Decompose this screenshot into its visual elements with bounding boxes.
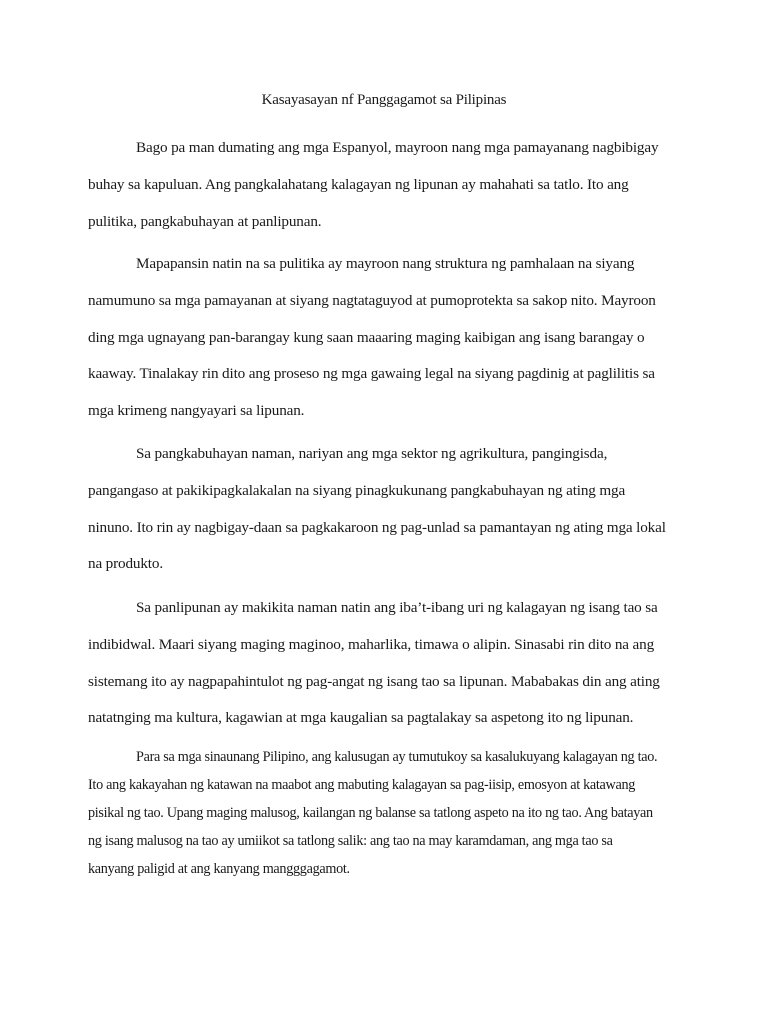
paragraph-line: Mapapansin natin na sa pulitika ay mayroon nang struktura ng pamhalaan na siyang xyxy=(136,255,635,272)
paragraph-line: Ito ang kakayahan ng katawan na maabot ang mabuting kalagayan sa pag-iisip, emosyon at katawang xyxy=(88,777,636,793)
paragraph-line: indibidwal. Maari siyang maging maginoo, maharlika, timawa o alipin. Sinasabi rin dito na ang xyxy=(88,635,655,653)
paragraph-line: buhay sa kapuluan. Ang pangkalahatang kalagayan ng lipunan ay mahahati sa tatlo. Ito ang xyxy=(88,175,629,193)
paragraph-line: pangangaso at pakikipagkalakalan na siyang pinagkukunang pangkabuhayan ng ating mga xyxy=(88,481,626,499)
paragraph-line: pisikal ng tao. Upang maging malusog, kailangan ng balanse sa tatlong aspeto na ito ng tao. Ang batayan xyxy=(88,805,653,821)
paragraph-3 xyxy=(88,436,688,583)
paragraph-line: Sa panlipunan ay makikita naman natin ang iba’t-ibang uri ng kalagayan ng isang tao sa xyxy=(136,599,658,616)
paragraph-line: namumuno sa mga pamayanan at siyang nagtataguyod at pumoprotekta sa sakop nito. Mayroon xyxy=(88,291,656,309)
paragraph-line: sistemang ito ay nagpapahintulot ng pag-angat ng isang tao sa lipunan. Mababakas din ang ating xyxy=(88,672,660,690)
paragraph-line: ding mga ugnayang pan-barangay kung saan maaaring maging kaibigan ang isang barangay o xyxy=(88,328,645,346)
paragraph-line: ninuno. Ito rin ay nagbigay-daan sa pagkakaroon ng pag-unlad sa pamantayan ng ating mga lokal xyxy=(88,518,666,536)
paragraph-line: natatnging ma kultura, kagawian at mga kaugalian sa pagtalakay sa aspetong ito ng lipunan. xyxy=(88,709,634,727)
paragraph-line: Para sa mga sinaunang Pilipino, ang kalusugan ay tumutukoy sa kasalukuyang kalagayan ng tao. xyxy=(136,749,658,765)
paragraph-line: na produkto. xyxy=(88,555,163,573)
paragraph-line: mga krimeng nangyayari sa lipunan. xyxy=(88,402,305,420)
paragraph-4 xyxy=(88,590,688,737)
paragraph-line: Bago pa man dumating ang mga Espanyol, mayroon nang mga pamayanang nagbibigay xyxy=(136,139,659,156)
paragraph-line: kanyang paligid at ang kanyang mangggagamot. xyxy=(88,861,350,877)
paragraph-line: Sa pangkabuhayan naman, nariyan ang mga sektor ng agrikultura, pangingisda, xyxy=(136,445,608,462)
paragraph-line: pulitika, pangkabuhayan at panlipunan. xyxy=(88,212,322,230)
paragraph-line: ng isang malusog na tao ay umiikot sa tatlong salik: ang tao na may karamdaman, ang mga tao sa xyxy=(88,833,613,849)
paragraph-1 xyxy=(88,130,688,240)
paragraph-2 xyxy=(88,246,688,430)
paragraph-5 xyxy=(88,743,688,883)
document-title: Kasayasayan nf Panggagamot sa Pilipinas xyxy=(261,92,507,108)
paragraph-line: kaaway. Tinalakay rin dito ang proseso ng mga gawaing legal na siyang pagdinig at paglilitis sa xyxy=(88,365,655,383)
